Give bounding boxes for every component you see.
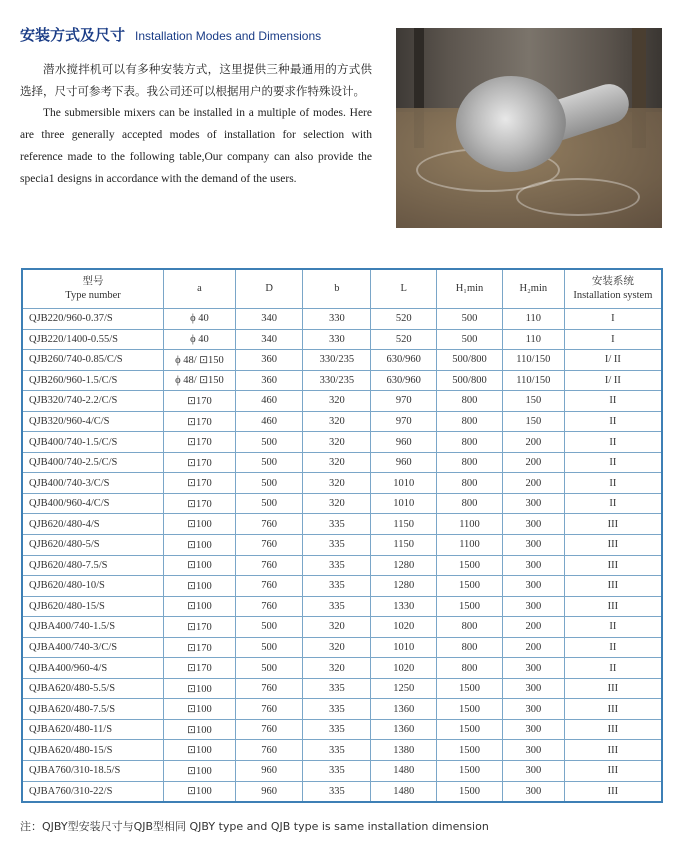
model-cell: QJBA400/960-4/S bbox=[22, 658, 164, 679]
value-cell: 500 bbox=[235, 617, 303, 638]
value-cell: II bbox=[564, 391, 662, 412]
model-cell: QJB400/960-4/C/S bbox=[22, 493, 164, 514]
table-row bbox=[22, 699, 662, 720]
value-cell: 1010 bbox=[371, 637, 437, 658]
value-cell: 1150 bbox=[371, 514, 437, 535]
value-cell: ⊡170 bbox=[164, 658, 236, 679]
value-cell: III bbox=[564, 596, 662, 617]
value-cell: ϕ 48/ ⊡150 bbox=[164, 370, 236, 391]
value-cell: 500/800 bbox=[437, 370, 503, 391]
value-cell: 630/960 bbox=[371, 350, 437, 371]
value-cell: 320 bbox=[303, 493, 371, 514]
table-row bbox=[22, 678, 662, 699]
value-cell: ⊡100 bbox=[164, 678, 236, 699]
model-cell: QJBA620/480-7.5/S bbox=[22, 699, 164, 720]
value-cell: III bbox=[564, 535, 662, 556]
value-cell: 110 bbox=[502, 309, 564, 330]
value-cell: 520 bbox=[371, 309, 437, 330]
value-cell: 1150 bbox=[371, 535, 437, 556]
value-cell: 760 bbox=[235, 678, 303, 699]
value-cell: ⊡100 bbox=[164, 781, 236, 802]
header-b: b bbox=[303, 269, 371, 309]
value-cell: 1010 bbox=[371, 473, 437, 494]
value-cell: 1500 bbox=[437, 761, 503, 782]
table-row bbox=[22, 555, 662, 576]
value-cell: III bbox=[564, 761, 662, 782]
table-row bbox=[22, 781, 662, 802]
table-header-row bbox=[22, 269, 662, 309]
value-cell: 330 bbox=[303, 329, 371, 350]
model-cell: QJBA620/480-11/S bbox=[22, 719, 164, 740]
value-cell: 335 bbox=[303, 535, 371, 556]
value-cell: ⊡100 bbox=[164, 555, 236, 576]
table-row bbox=[22, 493, 662, 514]
value-cell: 800 bbox=[437, 473, 503, 494]
value-cell: 1500 bbox=[437, 699, 503, 720]
value-cell: ⊡170 bbox=[164, 452, 236, 473]
value-cell: 335 bbox=[303, 596, 371, 617]
model-cell: QJBA620/480-5.5/S bbox=[22, 678, 164, 699]
value-cell: II bbox=[564, 617, 662, 638]
value-cell: 300 bbox=[502, 761, 564, 782]
table-body bbox=[22, 309, 662, 803]
value-cell: III bbox=[564, 678, 662, 699]
model-cell: QJBA400/740-3/C/S bbox=[22, 637, 164, 658]
intro-paragraph-cn: 潜水搅拌机可以有多种安装方式，这里提供三种最通用的方式供选择，尺寸可参考下表。我公司还可以根据用户的要求作特殊设计。 bbox=[20, 62, 372, 98]
mixer-propeller-shape bbox=[456, 76, 566, 172]
value-cell: 800 bbox=[437, 432, 503, 453]
model-cell: QJB400/740-2.5/C/S bbox=[22, 452, 164, 473]
value-cell: 335 bbox=[303, 761, 371, 782]
value-cell: I bbox=[564, 309, 662, 330]
model-cell: QJB400/740-3/C/S bbox=[22, 473, 164, 494]
value-cell: II bbox=[564, 432, 662, 453]
value-cell: 760 bbox=[235, 535, 303, 556]
value-cell: II bbox=[564, 411, 662, 432]
model-cell: QJB260/960-1.5/C/S bbox=[22, 370, 164, 391]
value-cell: 1500 bbox=[437, 596, 503, 617]
table-row bbox=[22, 309, 662, 330]
value-cell: 360 bbox=[235, 370, 303, 391]
table-row bbox=[22, 535, 662, 556]
value-cell: ⊡170 bbox=[164, 617, 236, 638]
value-cell: ⊡170 bbox=[164, 411, 236, 432]
value-cell: 1280 bbox=[371, 555, 437, 576]
value-cell: 300 bbox=[502, 596, 564, 617]
value-cell: 320 bbox=[303, 617, 371, 638]
value-cell: 960 bbox=[235, 761, 303, 782]
value-cell: II bbox=[564, 637, 662, 658]
model-cell: QJBA760/310-22/S bbox=[22, 781, 164, 802]
table-row bbox=[22, 658, 662, 679]
value-cell: 500 bbox=[437, 309, 503, 330]
table-row bbox=[22, 411, 662, 432]
value-cell: III bbox=[564, 699, 662, 720]
value-cell: 760 bbox=[235, 596, 303, 617]
value-cell: 335 bbox=[303, 719, 371, 740]
value-cell: 1500 bbox=[437, 678, 503, 699]
model-cell: QJB620/480-7.5/S bbox=[22, 555, 164, 576]
value-cell: II bbox=[564, 452, 662, 473]
value-cell: 300 bbox=[502, 576, 564, 597]
value-cell: 1360 bbox=[371, 699, 437, 720]
value-cell: 300 bbox=[502, 535, 564, 556]
dimensions-table bbox=[21, 268, 663, 803]
model-cell: QJB620/480-5/S bbox=[22, 535, 164, 556]
value-cell: 1020 bbox=[371, 658, 437, 679]
mixer-photo bbox=[396, 28, 662, 228]
value-cell: 300 bbox=[502, 555, 564, 576]
table-row bbox=[22, 617, 662, 638]
value-cell: 760 bbox=[235, 555, 303, 576]
value-cell: 320 bbox=[303, 391, 371, 412]
value-cell: 150 bbox=[502, 411, 564, 432]
value-cell: 1250 bbox=[371, 678, 437, 699]
value-cell: 335 bbox=[303, 699, 371, 720]
title-en: Installation Modes and Dimensions bbox=[135, 29, 322, 43]
model-cell: QJB620/480-10/S bbox=[22, 576, 164, 597]
value-cell: I/ II bbox=[564, 370, 662, 391]
table-row bbox=[22, 329, 662, 350]
value-cell: 970 bbox=[371, 411, 437, 432]
table-row bbox=[22, 473, 662, 494]
value-cell: 760 bbox=[235, 740, 303, 761]
header-h1: H₁min bbox=[437, 269, 503, 309]
value-cell: 1500 bbox=[437, 740, 503, 761]
value-cell: 500 bbox=[235, 637, 303, 658]
value-cell: 500 bbox=[437, 329, 503, 350]
value-cell: ⊡100 bbox=[164, 596, 236, 617]
value-cell: III bbox=[564, 514, 662, 535]
value-cell: ⊡100 bbox=[164, 514, 236, 535]
value-cell: 300 bbox=[502, 719, 564, 740]
value-cell: 340 bbox=[235, 309, 303, 330]
table-row bbox=[22, 514, 662, 535]
value-cell: ⊡170 bbox=[164, 432, 236, 453]
value-cell: ⊡170 bbox=[164, 493, 236, 514]
value-cell: 1020 bbox=[371, 617, 437, 638]
value-cell: 1330 bbox=[371, 596, 437, 617]
model-cell: QJB260/740-0.85/C/S bbox=[22, 350, 164, 371]
value-cell: 200 bbox=[502, 432, 564, 453]
value-cell: 1100 bbox=[437, 535, 503, 556]
value-cell: 200 bbox=[502, 617, 564, 638]
value-cell: III bbox=[564, 781, 662, 802]
table-row bbox=[22, 452, 662, 473]
value-cell: 110/150 bbox=[502, 370, 564, 391]
value-cell: 760 bbox=[235, 699, 303, 720]
value-cell: 460 bbox=[235, 391, 303, 412]
value-cell: 970 bbox=[371, 391, 437, 412]
value-cell: 300 bbox=[502, 781, 564, 802]
value-cell: 1500 bbox=[437, 719, 503, 740]
intro-text bbox=[20, 58, 372, 190]
value-cell: 330/235 bbox=[303, 350, 371, 371]
value-cell: 500 bbox=[235, 473, 303, 494]
table-row bbox=[22, 761, 662, 782]
value-cell: ⊡100 bbox=[164, 699, 236, 720]
value-cell: ⊡170 bbox=[164, 391, 236, 412]
model-cell: QJBA620/480-15/S bbox=[22, 740, 164, 761]
value-cell: 1500 bbox=[437, 781, 503, 802]
value-cell: 360 bbox=[235, 350, 303, 371]
value-cell: 110 bbox=[502, 329, 564, 350]
value-cell: 320 bbox=[303, 411, 371, 432]
page-title bbox=[20, 24, 321, 45]
value-cell: 300 bbox=[502, 699, 564, 720]
value-cell: 335 bbox=[303, 555, 371, 576]
value-cell: ⊡170 bbox=[164, 473, 236, 494]
value-cell: 800 bbox=[437, 658, 503, 679]
value-cell: 330/235 bbox=[303, 370, 371, 391]
value-cell: III bbox=[564, 740, 662, 761]
value-cell: ϕ 40 bbox=[164, 309, 236, 330]
header-d: D bbox=[235, 269, 303, 309]
header-l: L bbox=[371, 269, 437, 309]
value-cell: 300 bbox=[502, 678, 564, 699]
value-cell: 300 bbox=[502, 658, 564, 679]
value-cell: 335 bbox=[303, 781, 371, 802]
value-cell: 200 bbox=[502, 452, 564, 473]
value-cell: III bbox=[564, 719, 662, 740]
value-cell: 1100 bbox=[437, 514, 503, 535]
value-cell: 500 bbox=[235, 452, 303, 473]
header-a: a bbox=[164, 269, 236, 309]
value-cell: 150 bbox=[502, 391, 564, 412]
value-cell: ⊡100 bbox=[164, 535, 236, 556]
value-cell: 520 bbox=[371, 329, 437, 350]
value-cell: 630/960 bbox=[371, 370, 437, 391]
table-row bbox=[22, 432, 662, 453]
table-row bbox=[22, 740, 662, 761]
value-cell: 320 bbox=[303, 452, 371, 473]
value-cell: 1380 bbox=[371, 740, 437, 761]
value-cell: 1500 bbox=[437, 555, 503, 576]
value-cell: 760 bbox=[235, 576, 303, 597]
value-cell: 1280 bbox=[371, 576, 437, 597]
footnote: 注：QJBY型安装尺寸与QJB型相同 QJBY type and QJB type is same installation dimension bbox=[20, 820, 489, 833]
value-cell: 1480 bbox=[371, 761, 437, 782]
table-row bbox=[22, 637, 662, 658]
value-cell: 320 bbox=[303, 637, 371, 658]
value-cell: 800 bbox=[437, 391, 503, 412]
table-row bbox=[22, 370, 662, 391]
value-cell: 200 bbox=[502, 473, 564, 494]
value-cell: ϕ 40 bbox=[164, 329, 236, 350]
model-cell: QJB400/740-1.5/C/S bbox=[22, 432, 164, 453]
value-cell: 300 bbox=[502, 493, 564, 514]
value-cell: 200 bbox=[502, 637, 564, 658]
value-cell: II bbox=[564, 658, 662, 679]
model-cell: QJB620/480-4/S bbox=[22, 514, 164, 535]
value-cell: 300 bbox=[502, 740, 564, 761]
value-cell: 800 bbox=[437, 493, 503, 514]
value-cell: III bbox=[564, 555, 662, 576]
value-cell: 800 bbox=[437, 411, 503, 432]
value-cell: 300 bbox=[502, 514, 564, 535]
value-cell: 760 bbox=[235, 514, 303, 535]
value-cell: 335 bbox=[303, 740, 371, 761]
value-cell: 335 bbox=[303, 514, 371, 535]
table-row bbox=[22, 596, 662, 617]
value-cell: 330 bbox=[303, 309, 371, 330]
value-cell: 500/800 bbox=[437, 350, 503, 371]
value-cell: ⊡170 bbox=[164, 637, 236, 658]
value-cell: II bbox=[564, 473, 662, 494]
model-cell: QJB320/740-2.2/C/S bbox=[22, 391, 164, 412]
value-cell: 335 bbox=[303, 576, 371, 597]
value-cell: 1360 bbox=[371, 719, 437, 740]
header-h2: H₂min bbox=[502, 269, 564, 309]
value-cell: 320 bbox=[303, 473, 371, 494]
value-cell: 1480 bbox=[371, 781, 437, 802]
value-cell: 340 bbox=[235, 329, 303, 350]
value-cell: 1500 bbox=[437, 576, 503, 597]
value-cell: 1010 bbox=[371, 493, 437, 514]
model-cell: QJBA760/310-18.5/S bbox=[22, 761, 164, 782]
value-cell: ⊡100 bbox=[164, 761, 236, 782]
value-cell: I/ II bbox=[564, 350, 662, 371]
value-cell: 500 bbox=[235, 432, 303, 453]
value-cell: 800 bbox=[437, 452, 503, 473]
value-cell: 960 bbox=[371, 432, 437, 453]
value-cell: ⊡100 bbox=[164, 719, 236, 740]
value-cell: 110/150 bbox=[502, 350, 564, 371]
value-cell: 460 bbox=[235, 411, 303, 432]
value-cell: 960 bbox=[235, 781, 303, 802]
value-cell: ⊡100 bbox=[164, 576, 236, 597]
header-install: 安装系统 Installation system bbox=[564, 269, 662, 309]
title-cn: 安装方式及尺寸 bbox=[20, 26, 126, 44]
value-cell: 320 bbox=[303, 432, 371, 453]
value-cell: 335 bbox=[303, 678, 371, 699]
table-row bbox=[22, 350, 662, 371]
model-cell: QJB620/480-15/S bbox=[22, 596, 164, 617]
value-cell: 800 bbox=[437, 637, 503, 658]
value-cell: 500 bbox=[235, 493, 303, 514]
value-cell: 320 bbox=[303, 658, 371, 679]
header-type: 型号 Type number bbox=[22, 269, 164, 309]
table-row bbox=[22, 391, 662, 412]
model-cell: QJB320/960-4/C/S bbox=[22, 411, 164, 432]
value-cell: 800 bbox=[437, 617, 503, 638]
model-cell: QJB220/1400-0.55/S bbox=[22, 329, 164, 350]
value-cell: ϕ 48/ ⊡150 bbox=[164, 350, 236, 371]
table-row bbox=[22, 576, 662, 597]
value-cell: 500 bbox=[235, 658, 303, 679]
intro-paragraph-en: The submersible mixers can be installed in a multiple of modes. Here are three generally accepted modes of installation for selection with reference made to the following table,Our company can also provide the specia1 designs in accordance with the demand of the users. bbox=[20, 107, 372, 185]
model-cell: QJB220/960-0.37/S bbox=[22, 309, 164, 330]
value-cell: ⊡100 bbox=[164, 740, 236, 761]
value-cell: 960 bbox=[371, 452, 437, 473]
value-cell: I bbox=[564, 329, 662, 350]
value-cell: 760 bbox=[235, 719, 303, 740]
model-cell: QJBA400/740-1.5/S bbox=[22, 617, 164, 638]
value-cell: II bbox=[564, 493, 662, 514]
table-row bbox=[22, 719, 662, 740]
value-cell: III bbox=[564, 576, 662, 597]
